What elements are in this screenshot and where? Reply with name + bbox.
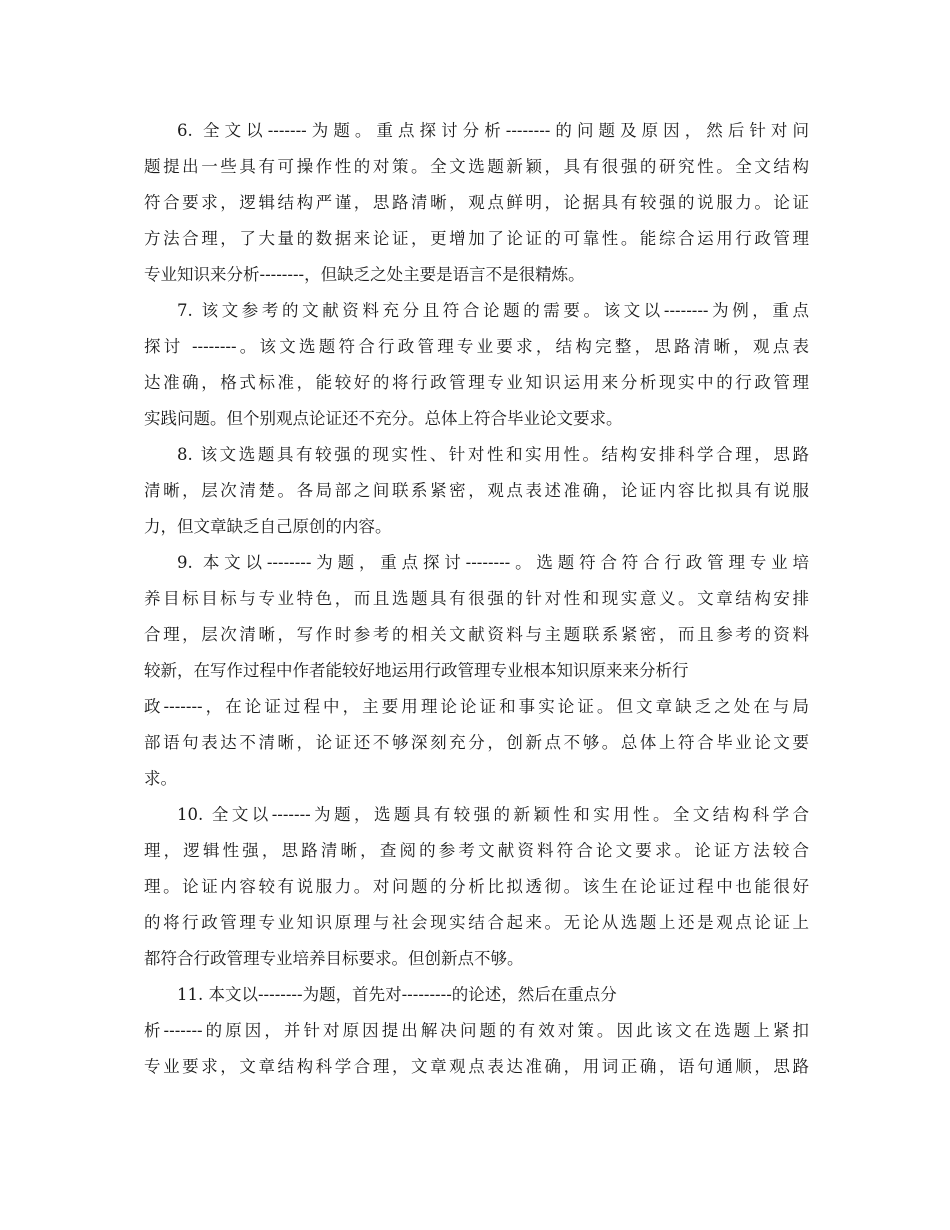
text-line: 养目标目标与专业特色，而且选题具有很强的针对性和现实意义。文章结构安排 (144, 589, 809, 608)
text-line: 题提出一些具有可操作性的对策。全文选题新颖，具有很强的研究性。全文结构 (144, 157, 809, 176)
document-body (144, 113, 809, 1085)
paragraph-9 (144, 545, 809, 797)
text-line: 7. 该文参考的文献资料充分且符合论题的需要。该文以--------为例，重点 (177, 301, 809, 320)
text-line: 的将行政管理专业知识原理与社会现实结合起来。无论从选题上还是观点论证上 (144, 913, 809, 932)
text-line: 实践问题。但个别观点论证还不充分。总体上符合毕业论文要求。 (144, 409, 623, 428)
paragraph-7 (144, 293, 809, 437)
text-line: 合理，层次清晰，写作时参考的相关文献资料与主题联系紧密，而且参考的资料 (144, 625, 809, 644)
text-line: 理，逻辑性强，思路清晰，查阅的参考文献资料符合论文要求。论证方法较合 (144, 841, 809, 860)
text-line: 析-------的原因，并针对原因提出解决问题的有效对策。因此该文在选题上紧扣 (144, 1021, 809, 1040)
text-line: 6. 全文以-------为题。重点探讨分析--------的问题及原因，然后针对问 (177, 121, 809, 140)
text-line: 方法合理，了大量的数据来论证，更增加了论证的可靠性。能综合运用行政管理 (144, 229, 809, 248)
text-line: 理。论证内容较有说服力。对问题的分析比拟透彻。该生在论证过程中也能很好 (144, 877, 809, 896)
text-line: 较新，在写作过程中作者能较好地运用行政管理专业根本知识原来来分析行 (144, 661, 689, 680)
text-line: 达准确，格式标准，能较好的将行政管理专业知识运用来分析现实中的行政管理 (144, 373, 809, 392)
text-line: 力，但文章缺乏自己原创的内容。 (144, 517, 392, 536)
text-line: 探讨 --------。该文选题符合行政管理专业要求，结构完整，思路清晰，观点表 (144, 337, 809, 356)
text-line: 求。 (144, 769, 177, 788)
paragraph-10 (144, 797, 809, 977)
text-line: 9. 本文以--------为题，重点探讨--------。选题符合符合行政管理专业培 (177, 553, 809, 572)
text-line: 清晰，层次清楚。各局部之间联系紧密，观点表述准确，论证内容比拟具有说服 (144, 481, 809, 500)
paragraph-8 (144, 437, 809, 545)
text-line: 都符合行政管理专业培养目标要求。但创新点不够。 (144, 949, 524, 968)
text-line: 专业知识来分析--------，但缺乏之处主要是语言不是很精炼。 (144, 265, 585, 284)
text-line: 10. 全文以-------为题，选题具有较强的新颖性和实用性。全文结构科学合 (177, 805, 809, 824)
text-line: 部语句表达不清晰，论证还不够深刻充分，创新点不够。总体上符合毕业论文要 (144, 733, 809, 752)
text-line: 8. 该文选题具有较强的现实性、针对性和实用性。结构安排科学合理，思路 (177, 445, 809, 464)
paragraph-11 (144, 977, 809, 1085)
text-line: 专业要求，文章结构科学合理，文章观点表达准确，用词正确，语句通顺，思路 (144, 1057, 809, 1076)
paragraph-6 (144, 113, 809, 293)
text-line: 11. 本文以--------为题，首先对---------的论述，然后在重点分 (177, 985, 617, 1004)
text-line: 符合要求，逻辑结构严谨，思路清晰，观点鲜明，论据具有较强的说服力。论证 (144, 193, 809, 212)
text-line: 政-------，在论证过程中，主要用理论论证和事实论证。但文章缺乏之处在与局 (144, 697, 809, 716)
